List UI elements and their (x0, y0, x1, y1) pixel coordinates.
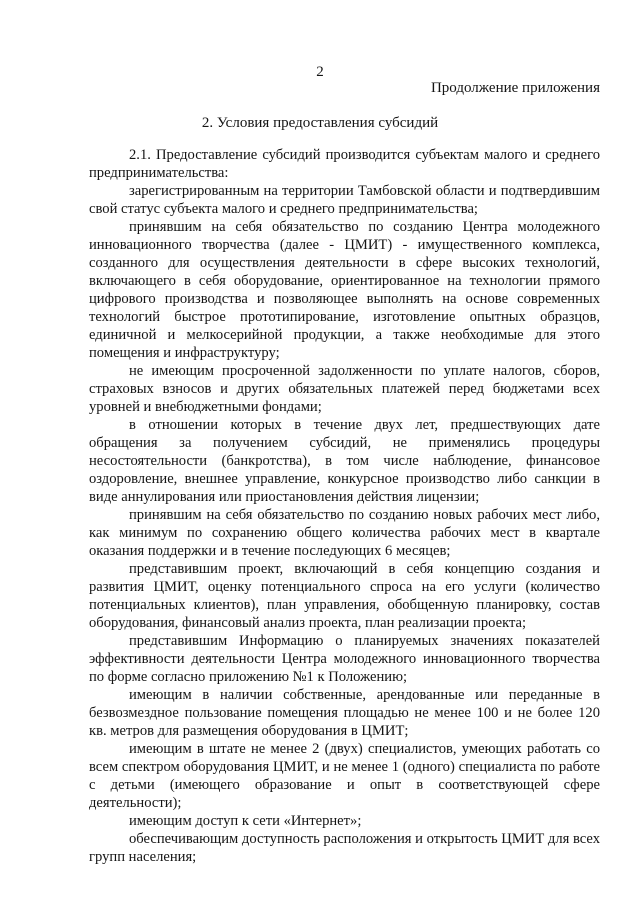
paragraph-item: принявшим на себя обязательство по созданию Центра молодежного инновационного творчества (далее - ЦМИТ) - имущественного комплекса, созданного для осуществления деятельности в сфере высоких технологий, включающего в себя оборудование, ориентированное на технологии прямого цифрового производства и позволяющее выполнять на основе современных технологий быстрое прототипирование, изготовление опытных образцов, единичной и мелкосерийной продукции, а также необходимые для этого помещения и инфраструктуру; (89, 219, 600, 361)
paragraph-item: имеющим доступ к сети «Интернет»; (129, 813, 362, 829)
paragraph-item: представившим проект, включающий в себя концепцию создания и развития ЦМИТ, оценку потенциального спроса на его услуги (количество потенциальных клиентов), план управления, обобщенную планировку, состав оборудования, финансовый анализ проекта, план реализации проекта; (89, 561, 600, 631)
page-number: 2 (316, 64, 324, 80)
document-body (89, 146, 600, 866)
paragraph-item: в отношении которых в течение двух лет, предшествующих дате обращения за получением субсидий, не применялись процедуры несостоятельности (банкротства), в том числе наблюдение, финансовое оздоровление, внешнее управление, конкурсное производство либо санкции в виде аннулирования или приостановления действия лицензии; (89, 417, 600, 505)
paragraph-item: имеющим в наличии собственные, арендованные или переданные в безвозмездное пользование помещения площадью не менее 100 и не более 120 кв. метров для размещения оборудования в ЦМИТ; (89, 687, 600, 739)
paragraph-item: зарегистрированным на территории Тамбовской области и подтвердившим свой статус субъекта малого и среднего предпринимательства; (89, 183, 600, 217)
paragraph-item: не имеющим просроченной задолженности по уплате налогов, сборов, страховых взносов и других обязательных платежей перед бюджетами всех уровней и внебюджетными фондами; (89, 363, 600, 415)
paragraph-item: обеспечивающим доступность расположения и открытость ЦМИТ для всех групп населения; (89, 831, 601, 865)
appendix-continuation-note: Продолжение приложения (430, 80, 600, 96)
paragraph-item: представившим Информацию о планируемых значениях показателей эффективности деятельности Центра молодежного инновационного творчества по форме согласно приложению №1 к Положению; (89, 633, 600, 685)
paragraph-item: принявшим на себя обязательство по созданию новых рабочих мест либо, как минимум по сохранению общего количества рабочих мест в квартале оказания поддержки и в течение последующих 6 месяцев; (89, 507, 600, 559)
section-title: 2. Условия предоставления субсидий (201, 115, 439, 131)
paragraph-intro: 2.1. Предоставление субсидий производится субъектам малого и среднего предпринимательства: (89, 147, 600, 181)
paragraph-item: имеющим в штате не менее 2 (двух) специалистов, умеющих работать со всем спектром оборудования ЦМИТ, и не менее 1 (одного) специалиста по работе с детьми (имеющего образование и опыт в соответствующей сфере деятельности); (89, 741, 600, 811)
